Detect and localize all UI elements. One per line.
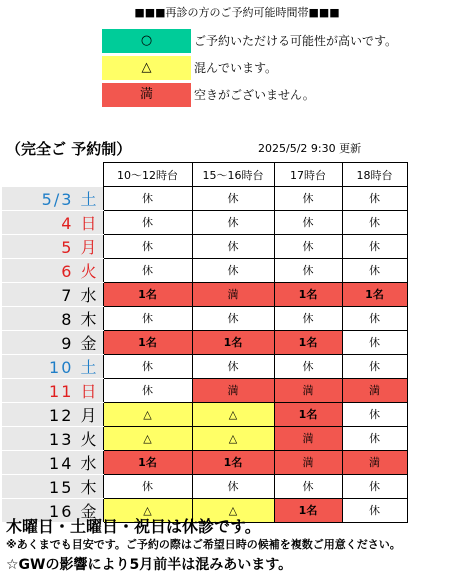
schedule-row [2, 258, 407, 282]
slot-cell: 休 [274, 210, 342, 234]
table-corner [2, 163, 103, 187]
schedule-row [2, 426, 407, 450]
day-label: 8 木 [2, 306, 103, 330]
slot-cell: 休 [274, 234, 342, 258]
slot-cell: 満 [342, 378, 407, 402]
schedule-row [2, 282, 407, 306]
slot-cell: 1名 [342, 282, 407, 306]
slot-cell: 満 [192, 378, 274, 402]
schedule-row [2, 378, 407, 402]
page-title: ■■■再診の方のご予約可能時間帯■■■ [134, 6, 340, 19]
reservation-note: （完全ご 予約制） [6, 140, 132, 158]
guideline-note: ※あくまでも目安です。ご予約の際はご希望日時の候補を複数ご用意ください。 [6, 538, 401, 551]
legend-row-full [101, 82, 401, 108]
schedule-row [2, 210, 407, 234]
slot-cell: △ [192, 498, 274, 522]
slot-cell: 休 [274, 258, 342, 282]
slot-cell: 休 [342, 187, 407, 211]
slot-cell: 休 [274, 306, 342, 330]
slot-cell: 休 [103, 354, 192, 378]
slot-cell: 休 [103, 187, 192, 211]
slot-cell: 満 [192, 282, 274, 306]
schedule-row [2, 474, 407, 498]
slot-cell: 休 [342, 258, 407, 282]
column-header: 18時台 [342, 163, 407, 187]
slot-cell: 休 [103, 258, 192, 282]
slot-cell: 休 [192, 474, 274, 498]
schedule-row [2, 306, 407, 330]
legend-row-busy [101, 55, 401, 81]
day-label: 5/3 土 [2, 187, 103, 211]
slot-cell: 休 [192, 306, 274, 330]
slot-cell: 1名 [274, 402, 342, 426]
slot-cell: 休 [274, 354, 342, 378]
slot-cell: 1名 [103, 330, 192, 354]
slot-cell: 休 [192, 210, 274, 234]
slot-cell: 休 [342, 210, 407, 234]
column-header: 15～16時台 [192, 163, 274, 187]
closed-days-note: 木曜日・土曜日・祝日は休診です。 [6, 517, 261, 536]
slot-cell: 休 [342, 474, 407, 498]
day-label: 4 日 [2, 210, 103, 234]
schedule-row [2, 354, 407, 378]
day-label: 15 木 [2, 474, 103, 498]
slot-cell: 休 [103, 210, 192, 234]
gw-notice: ☆GWの影響により5月前半は混みあいます。 [6, 557, 293, 573]
slot-cell: 1名 [192, 450, 274, 474]
day-label: 9 金 [2, 330, 103, 354]
slot-cell: △ [103, 426, 192, 450]
schedule-row [2, 402, 407, 426]
schedule-header-row [2, 163, 407, 187]
slot-cell: 1名 [274, 330, 342, 354]
slot-cell: 1名 [103, 282, 192, 306]
slot-cell: 休 [103, 306, 192, 330]
slot-cell: 休 [103, 474, 192, 498]
slot-cell: 休 [192, 234, 274, 258]
day-label: 7 水 [2, 282, 103, 306]
slot-cell: 1名 [103, 450, 192, 474]
slot-cell: 休 [342, 426, 407, 450]
slot-cell: 休 [274, 187, 342, 211]
slot-cell: 休 [342, 330, 407, 354]
slot-cell: 休 [274, 474, 342, 498]
legend-text-busy: 混んでいます。 [194, 61, 278, 75]
legend-symbol-available: ○ [101, 28, 192, 54]
slot-cell: 休 [103, 234, 192, 258]
slot-cell: 満 [274, 378, 342, 402]
slot-cell: 休 [103, 378, 192, 402]
slot-cell: 休 [342, 306, 407, 330]
day-label: 14 水 [2, 450, 103, 474]
slot-cell: 1名 [274, 498, 342, 522]
schedule-row [2, 234, 407, 258]
slot-cell: △ [103, 498, 192, 522]
legend-symbol-busy: △ [101, 55, 192, 81]
schedule-row [2, 330, 407, 354]
updated-timestamp: 2025/5/2 9:30 更新 [258, 142, 362, 155]
column-header: 10～12時台 [103, 163, 192, 187]
day-label: 16 金 [2, 498, 103, 522]
slot-cell: △ [192, 402, 274, 426]
slot-cell: △ [103, 402, 192, 426]
slot-cell: 休 [342, 234, 407, 258]
slot-cell: 満 [274, 426, 342, 450]
slot-cell: 1名 [274, 282, 342, 306]
legend-row-available [101, 28, 401, 54]
legend-text-full: 空きがございません。 [194, 88, 315, 102]
day-label: 6 火 [2, 258, 103, 282]
slot-cell: 休 [342, 498, 407, 522]
day-label: 10 土 [2, 354, 103, 378]
slot-cell: 満 [274, 450, 342, 474]
slot-cell: 満 [342, 450, 407, 474]
slot-cell: 休 [192, 258, 274, 282]
slot-cell: 休 [192, 187, 274, 211]
schedule-row [2, 187, 407, 211]
column-header: 17時台 [274, 163, 342, 187]
legend-symbol-full: 満 [101, 82, 192, 108]
slot-cell: △ [192, 426, 274, 450]
slot-cell: 休 [192, 354, 274, 378]
schedule-row [2, 450, 407, 474]
day-label: 13 火 [2, 426, 103, 450]
day-label: 12 月 [2, 402, 103, 426]
legend-text-available: ご予約いただける可能性が高いです。 [194, 34, 398, 48]
slot-cell: 1名 [192, 330, 274, 354]
schedule-table [2, 162, 408, 523]
day-label: 11 日 [2, 378, 103, 402]
slot-cell: 休 [342, 354, 407, 378]
slot-cell: 休 [342, 402, 407, 426]
day-label: 5 月 [2, 234, 103, 258]
